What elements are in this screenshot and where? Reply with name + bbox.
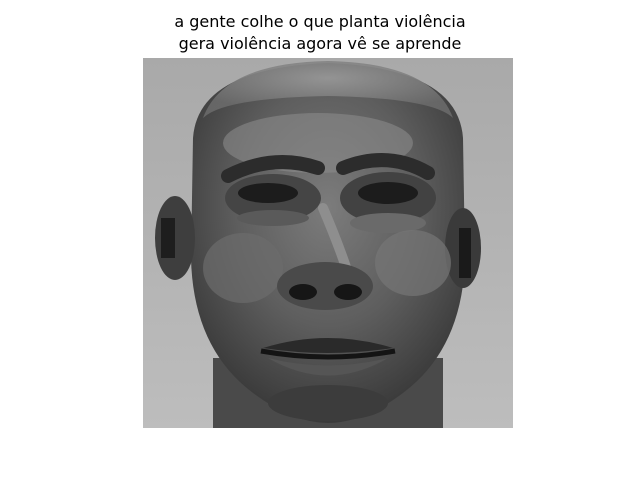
grayscale-face-photo-icon (143, 58, 513, 428)
left-nostril (289, 284, 317, 300)
left-eye-bag (237, 210, 309, 226)
left-eye (238, 183, 298, 203)
chin (268, 385, 388, 421)
left-cheek (203, 233, 283, 303)
face-image (143, 58, 513, 428)
title-line-2: gera violência agora vê se aprende (178, 34, 462, 53)
right-cheek (375, 230, 451, 296)
figure-title (0, 11, 640, 55)
right-eye-bag (350, 213, 426, 233)
right-eye (358, 182, 418, 204)
title-line-1: a gente colhe o que planta violência (174, 12, 466, 31)
nose (277, 262, 373, 310)
right-nostril (334, 284, 362, 300)
right-ear-shadow (459, 228, 471, 278)
left-ear-shadow (161, 218, 175, 258)
